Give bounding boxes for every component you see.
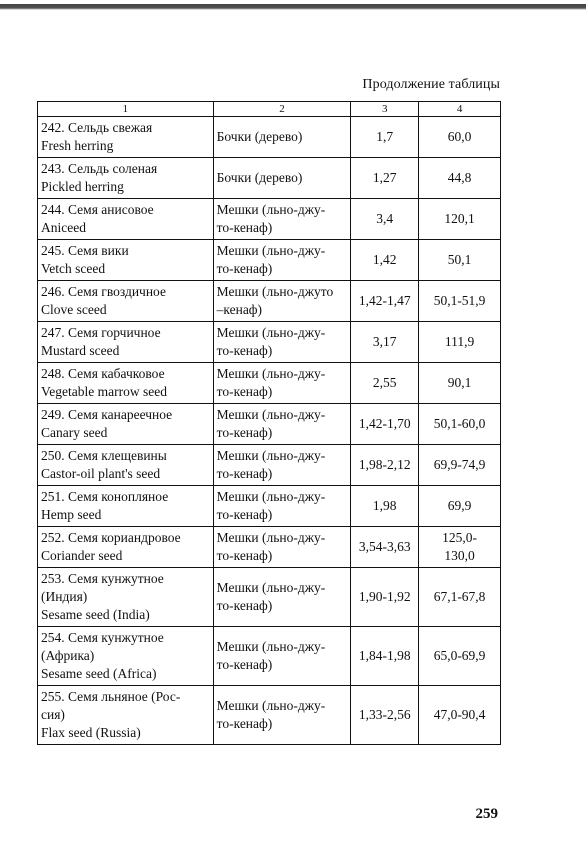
- column-4-value-cell: [419, 158, 501, 199]
- cargo-name-cell: [38, 117, 214, 158]
- column-4-value-cell-line: 111,9: [444, 334, 475, 349]
- cargo-name-cell-line: 249. Семя канареечное: [41, 407, 173, 422]
- table-row: [38, 199, 501, 240]
- packaging-cell: [213, 363, 351, 404]
- column-4-value-cell: [419, 117, 501, 158]
- column-4-value-cell-line: 130,0: [444, 548, 475, 563]
- cargo-name-cell: [38, 445, 214, 486]
- packaging-cell-line: то-кенаф): [216, 425, 273, 440]
- cargo-name-cell-line: 254. Семя кунжутное: [41, 630, 164, 645]
- column-4-value-cell: [419, 686, 501, 745]
- table-row: [38, 240, 501, 281]
- column-4-value-cell: [419, 404, 501, 445]
- column-number: 3: [351, 102, 419, 117]
- column-3-value-cell: 1,7: [351, 117, 419, 158]
- packaging-cell: [213, 486, 351, 527]
- packaging-cell-line: то-кенаф): [216, 384, 273, 399]
- table-row: [38, 686, 501, 745]
- cargo-name-cell-line: Flax seed (Russia): [41, 725, 141, 740]
- table-row: [38, 117, 501, 158]
- cargo-name-cell: [38, 199, 214, 240]
- packaging-cell: [213, 404, 351, 445]
- packaging-cell-line: –кенаф): [216, 302, 263, 317]
- table-row: [38, 627, 501, 686]
- column-4-value-cell: [419, 199, 501, 240]
- packaging-cell-line: Мешки (льно-джу-: [216, 243, 326, 258]
- cargo-name-cell-line: Canary seed: [41, 425, 108, 440]
- column-3-value-cell: 1,42: [351, 240, 419, 281]
- cargo-name-cell: [38, 527, 214, 568]
- column-3-value-cell: 1,33-2,56: [351, 686, 419, 745]
- cargo-name-cell-line: Aniceed: [41, 220, 86, 235]
- table-row: [38, 404, 501, 445]
- packaging-cell: [213, 627, 351, 686]
- table-row: [38, 486, 501, 527]
- packaging-cell-line: Мешки (льно-джу-: [216, 448, 326, 463]
- column-4-value-cell: [419, 281, 501, 322]
- column-3-value-cell: 1,98: [351, 486, 419, 527]
- cargo-name-cell: [38, 158, 214, 199]
- column-4-value-cell: [419, 527, 501, 568]
- packaging-cell: [213, 322, 351, 363]
- column-4-value-cell-line: 50,1-60,0: [433, 416, 486, 431]
- packaging-cell-line: Мешки (льно-джу-: [216, 407, 326, 422]
- cargo-name-cell-line: Sesame seed (Africa): [41, 666, 157, 681]
- cargo-name-cell-line: Vegetable marrow seed: [41, 384, 167, 399]
- column-3-value-cell: 2,55: [351, 363, 419, 404]
- packaging-cell-line: Мешки (льно-джу-: [216, 325, 326, 340]
- cargo-name-cell-line: Coriander seed: [41, 548, 123, 563]
- cargo-name-cell-line: Mustard sceed: [41, 343, 120, 358]
- column-4-value-cell-line: 50,1: [447, 252, 472, 267]
- column-3-value-cell: 1,42-1,70: [351, 404, 419, 445]
- table-body: [38, 117, 501, 745]
- cargo-name-cell-line: Hemp seed: [41, 507, 102, 522]
- cargo-name-cell: [38, 404, 214, 445]
- packaging-cell-line: то-кенаф): [216, 507, 273, 522]
- packaging-cell: [213, 117, 351, 158]
- cargo-name-cell: [38, 568, 214, 627]
- table-continuation-caption: Продолжение таблицы: [362, 77, 500, 92]
- cargo-name-cell: [38, 281, 214, 322]
- packaging-cell-line: Мешки (льно-джу-: [216, 698, 326, 713]
- cargo-name-cell: [38, 686, 214, 745]
- column-4-value-cell-line: 120,1: [444, 211, 475, 226]
- table-row: [38, 363, 501, 404]
- column-4-value-cell-line: 69,9: [447, 498, 472, 513]
- cargo-name-cell-line: 248. Семя кабачковое: [41, 366, 165, 381]
- cargo-name-cell-line: (Африка): [41, 648, 95, 663]
- cargo-name-cell-line: Clove sceed: [41, 302, 107, 317]
- cargo-name-cell-line: (Индия): [41, 589, 88, 604]
- packaging-cell-line: то-кенаф): [216, 466, 273, 481]
- packaging-cell: [213, 527, 351, 568]
- table-row: [38, 158, 501, 199]
- column-4-value-cell-line: 60,0: [447, 129, 472, 144]
- cargo-name-cell: [38, 363, 214, 404]
- column-3-value-cell: 1,98-2,12: [351, 445, 419, 486]
- packaging-cell: [213, 240, 351, 281]
- cargo-name-cell-line: 246. Семя гвоздичное: [41, 284, 166, 299]
- column-number: 4: [419, 102, 501, 117]
- table-row: [38, 322, 501, 363]
- cargo-name-cell-line: 252. Семя кориандровое: [41, 530, 181, 545]
- column-3-value-cell: 1,84-1,98: [351, 627, 419, 686]
- cargo-name-cell-line: 250. Семя клещевины: [41, 448, 167, 463]
- column-4-value-cell: [419, 568, 501, 627]
- column-3-value-cell: 3,17: [351, 322, 419, 363]
- cargo-name-cell-line: Pickled herring: [41, 179, 124, 194]
- table-row: [38, 281, 501, 322]
- packaging-cell-line: то-кенаф): [216, 548, 273, 563]
- packaging-cell-line: то-кенаф): [216, 261, 273, 276]
- packaging-cell: [213, 199, 351, 240]
- packaging-cell: [213, 158, 351, 199]
- column-number: 1: [38, 102, 214, 117]
- packaging-cell-line: Мешки (льно-джу-: [216, 580, 326, 595]
- packaging-cell-line: Мешки (льно-джу-: [216, 489, 326, 504]
- column-4-value-cell-line: 125,0-: [442, 530, 477, 545]
- data-table: [37, 101, 501, 745]
- cargo-name-cell-line: 244. Семя анисовое: [41, 202, 154, 217]
- cargo-name-cell-line: Fresh herring: [41, 138, 114, 153]
- column-4-value-cell-line: 47,0-90,4: [433, 707, 486, 722]
- column-3-value-cell: 3,54-3,63: [351, 527, 419, 568]
- packaging-cell-line: то-кенаф): [216, 343, 273, 358]
- packaging-cell-line: то-кенаф): [216, 598, 273, 613]
- packaging-cell-line: то-кенаф): [216, 716, 273, 731]
- cargo-name-cell-line: сия): [41, 707, 65, 722]
- column-4-value-cell-line: 65,0-69,9: [433, 648, 486, 663]
- column-3-value-cell: 1,90-1,92: [351, 568, 419, 627]
- column-4-value-cell-line: 44,8: [447, 170, 472, 185]
- cargo-name-cell: [38, 627, 214, 686]
- cargo-name-cell-line: Sesame seed (India): [41, 607, 150, 622]
- cargo-name-cell-line: 245. Семя вики: [41, 243, 129, 258]
- cargo-name-cell-line: Vetch sceed: [41, 261, 106, 276]
- cargo-name-cell-line: 251. Семя конопляное: [41, 489, 169, 504]
- cargo-name-cell: [38, 240, 214, 281]
- column-4-value-cell: [419, 486, 501, 527]
- packaging-cell-line: Мешки (льно-джуто: [216, 284, 334, 299]
- column-number-row: [38, 102, 501, 117]
- column-3-value-cell: 3,4: [351, 199, 419, 240]
- packaging-cell-line: Мешки (льно-джу-: [216, 366, 326, 381]
- packaging-cell-line: Мешки (льно-джу-: [216, 202, 326, 217]
- packaging-cell-line: то-кенаф): [216, 657, 273, 672]
- packaging-cell: [213, 686, 351, 745]
- cargo-name-cell-line: 243. Сельдь соленая: [41, 161, 158, 176]
- top-rule: [0, 0, 586, 12]
- column-4-value-cell: [419, 627, 501, 686]
- cargo-name-cell-line: 247. Семя горчичное: [41, 325, 161, 340]
- packaging-cell-line: Бочки (дерево): [216, 170, 303, 185]
- packaging-cell-line: Мешки (льно-джу-: [216, 530, 326, 545]
- packaging-cell-line: Мешки (льно-джу-: [216, 639, 326, 654]
- packaging-cell-line: то-кенаф): [216, 220, 273, 235]
- packaging-cell-line: Бочки (дерево): [216, 129, 303, 144]
- column-3-value-cell: 1,42-1,47: [351, 281, 419, 322]
- column-4-value-cell: [419, 445, 501, 486]
- column-4-value-cell-line: 69,9-74,9: [433, 457, 486, 472]
- column-4-value-cell: [419, 363, 501, 404]
- cargo-name-cell: [38, 486, 214, 527]
- column-number: 2: [213, 102, 351, 117]
- cargo-name-cell-line: Castor-oil plant's seed: [41, 466, 161, 481]
- cargo-name-cell-line: 242. Сельдь свежая: [41, 120, 153, 135]
- column-4-value-cell: [419, 240, 501, 281]
- packaging-cell: [213, 281, 351, 322]
- table-row: [38, 445, 501, 486]
- cargo-name-cell-line: 255. Семя льняное (Рос-: [41, 689, 181, 704]
- column-4-value-cell-line: 90,1: [447, 375, 472, 390]
- cargo-name-cell: [38, 322, 214, 363]
- page-number: 259: [475, 806, 498, 822]
- cargo-name-cell-line: 253. Семя кунжутное: [41, 571, 164, 586]
- column-3-value-cell: 1,27: [351, 158, 419, 199]
- table-row: [38, 527, 501, 568]
- column-4-value-cell-line: 67,1-67,8: [433, 589, 486, 604]
- column-4-value-cell: [419, 322, 501, 363]
- packaging-cell: [213, 568, 351, 627]
- column-4-value-cell-line: 50,1-51,9: [433, 293, 486, 308]
- table-row: [38, 568, 501, 627]
- packaging-cell: [213, 445, 351, 486]
